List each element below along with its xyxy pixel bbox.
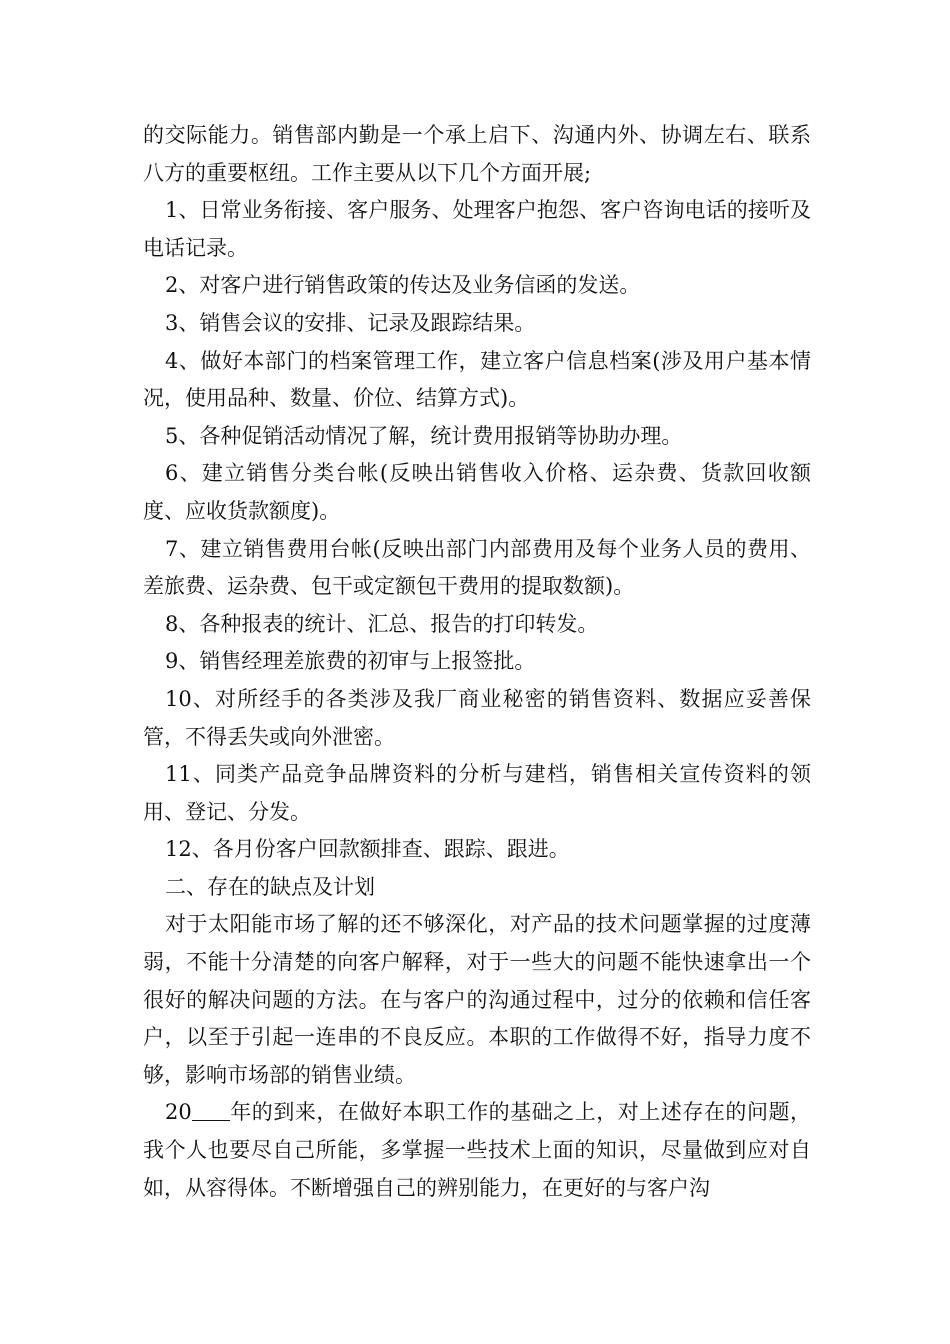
paragraph-16 xyxy=(143,1094,811,1207)
year-prefix: 20 xyxy=(165,1100,192,1125)
paragraph-16-text: 年的到来，在做好本职工作的基础之上，对上述存在的问题，我个人也要尽自己所能，多掌握一些技术上面的知识，尽量做到应对自如，从容得体。不断增强自己的辨别能力，在更好的与客户沟 xyxy=(143,1100,811,1200)
paragraph-12: 11、同类产品竞争品牌资料的分析与建档，销售相关宣传资料的领用、登记、分发。 xyxy=(143,762,811,824)
paragraph-11: 10、对所经手的各类涉及我厂商业秘密的销售资料、数据应妥善保管，不得丢失或向外泄密。 xyxy=(143,686,811,749)
year-blank xyxy=(192,1100,230,1121)
paragraph-1: 的交际能力。销售部内勤是一个承上启下、沟通内外、协调左右、联系八方的重要枢纽。工作主要从以下几个方面开展; xyxy=(143,123,811,185)
section-heading: 二、存在的缺点及计划 xyxy=(165,874,375,899)
paragraph-13: 12、各月份客户回款额排查、跟踪、跟进。 xyxy=(165,837,570,862)
paragraph-2: 1、日常业务衔接、客户服务、处理客户抱怨、客户咨询电话的接听及电话记录。 xyxy=(143,198,811,260)
document-body xyxy=(143,117,811,1207)
paragraph-6: 5、各种促销活动情况了解，统计费用报销等协助办理。 xyxy=(165,423,683,448)
paragraph-15: 对于太阳能市场了解的还不够深化，对产品的技术问题掌握的过度薄弱，不能十分清楚的向客户解释，对于一些大的问题不能快速拿出一个很好的解决问题的方法。在与客户的沟通过程中，过分的依赖和信任客户，以至于引起一连串的不良反应。本职的工作做得不好，指导力度不够，影响市场部的销售业绩。 xyxy=(143,912,811,1087)
paragraph-10: 9、销售经理差旅费的初审与上报签批。 xyxy=(165,649,536,674)
paragraph-5: 4、做好本部门的档案管理工作，建立客户信息档案(涉及用户基本情况，使用品种、数量、价位、结算方式)。 xyxy=(143,348,811,411)
paragraph-9: 8、各种报表的统计、汇总、报告的打印转发。 xyxy=(165,611,599,636)
paragraph-7: 6、建立销售分类台帐(反映出销售收入价格、运杂费、货款回收额度、应收货款额度)。 xyxy=(143,461,811,523)
paragraph-3: 2、对客户进行销售政策的传达及业务信函的发送。 xyxy=(165,273,641,298)
paragraph-4: 3、销售会议的安排、记录及跟踪结果。 xyxy=(165,310,536,335)
paragraph-8: 7、建立销售费用台帐(反映出部门内部费用及每个业务人员的费用、差旅费、运杂费、包干或定额包干费用的提取数额)。 xyxy=(143,536,811,599)
